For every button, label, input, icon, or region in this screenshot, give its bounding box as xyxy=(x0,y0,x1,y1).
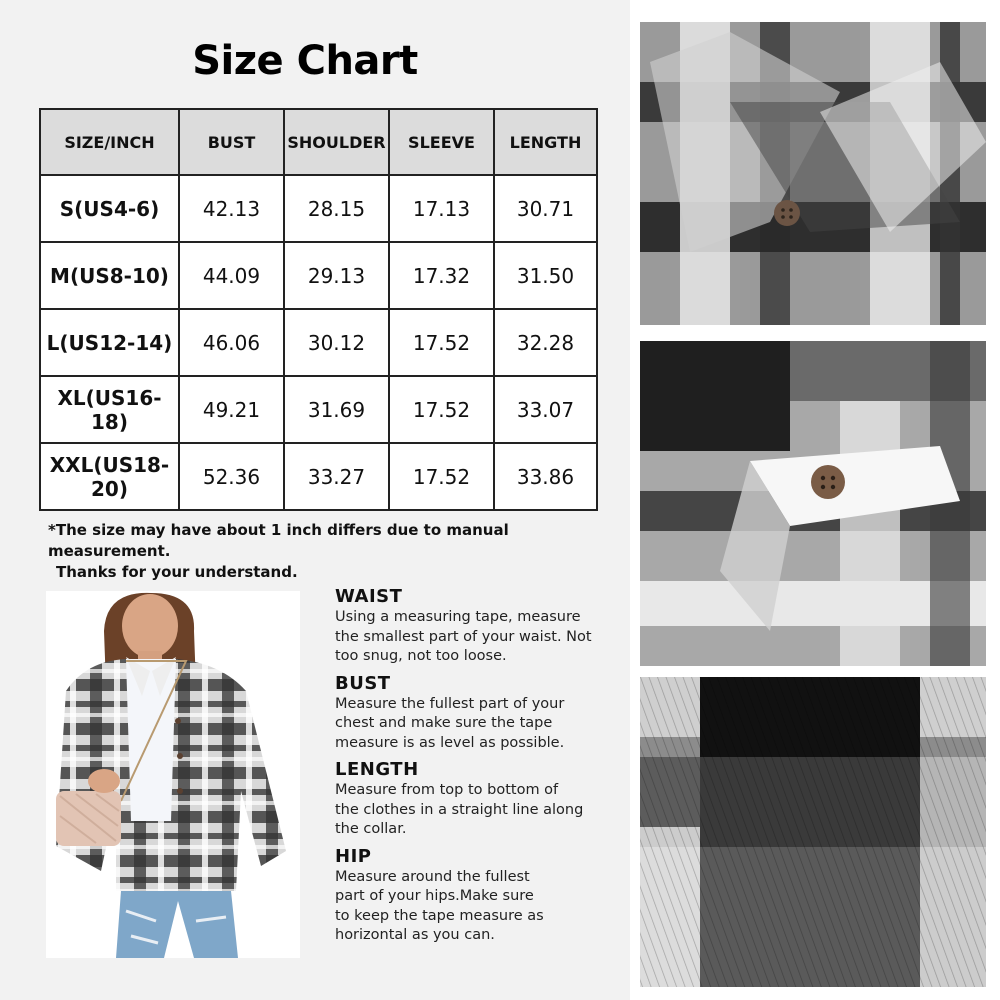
hip-line: horizontal as you can. xyxy=(335,927,495,943)
waist-title: WAIST xyxy=(335,586,403,607)
length-cell: 33.07 xyxy=(494,376,597,443)
bust-line: Measure the fullest part of your xyxy=(335,695,565,712)
hip-line: to keep the tape measure as xyxy=(335,907,544,924)
note-line-1: *The size may have about 1 inch differs due to manual measurement. xyxy=(48,521,509,560)
bust-line: measure is as level as possible. xyxy=(335,734,565,751)
length-line: the collar. xyxy=(335,821,407,837)
length-cell: 32.28 xyxy=(494,309,597,376)
length-cell: 30.71 xyxy=(494,175,597,242)
header-size: SIZE/INCH xyxy=(40,109,179,175)
bust-cell: 42.13 xyxy=(179,175,284,242)
size-cell: XXL(US18-20) xyxy=(40,443,179,510)
hip-title: HIP xyxy=(335,845,372,867)
table-row xyxy=(40,443,597,510)
measurement-guide xyxy=(335,586,625,952)
length-line: the clothes in a straight line along xyxy=(335,801,584,818)
waist-line: too snug, not too loose. xyxy=(335,648,507,664)
header-shoulder: SHOULDER xyxy=(284,109,389,175)
sleeve-cell: 17.52 xyxy=(389,443,494,510)
bust-cell: 44.09 xyxy=(179,242,284,309)
waist-line: Using a measuring tape, measure xyxy=(335,609,581,625)
shoulder-cell: 31.69 xyxy=(284,376,389,443)
length-guide xyxy=(335,759,625,840)
length-cell: 33.86 xyxy=(494,443,597,510)
bust-title: BUST xyxy=(335,672,391,694)
sleeve-cell: 17.32 xyxy=(389,242,494,309)
cuff-closeup-photo xyxy=(640,341,986,666)
header-length: LENGTH xyxy=(494,109,597,175)
header-bust: BUST xyxy=(179,109,284,175)
sleeve-cell: 17.52 xyxy=(389,376,494,443)
table-row xyxy=(40,376,597,443)
hip-line: Measure around the fullest xyxy=(335,868,530,885)
waist-line: the smallest part of your waist. Not xyxy=(335,628,592,645)
table-row xyxy=(40,175,597,242)
page-title: Size Chart xyxy=(192,38,418,84)
measurement-note xyxy=(48,520,618,583)
table-header-row xyxy=(40,109,597,175)
button-icon xyxy=(811,465,845,499)
bust-guide xyxy=(335,673,625,754)
shoulder-cell: 33.27 xyxy=(284,443,389,510)
table-row xyxy=(40,309,597,376)
size-cell: XL(US16-18) xyxy=(40,376,179,443)
size-cell: L(US12-14) xyxy=(40,309,179,376)
note-line-2: Thanks for your understand. xyxy=(56,563,298,581)
hip-guide xyxy=(335,846,625,946)
bust-cell: 52.36 xyxy=(179,443,284,510)
shoulder-cell: 30.12 xyxy=(284,309,389,376)
waist-guide xyxy=(335,586,625,667)
header-sleeve: SLEEVE xyxy=(389,109,494,175)
size-table xyxy=(39,108,598,511)
model-photo xyxy=(46,591,300,958)
length-title: LENGTH xyxy=(335,759,419,780)
shoulder-cell: 29.13 xyxy=(284,242,389,309)
button-icon xyxy=(774,200,800,226)
shoulder-cell: 28.15 xyxy=(284,175,389,242)
collar-closeup-photo xyxy=(640,22,986,325)
sleeve-cell: 17.52 xyxy=(389,309,494,376)
table-row xyxy=(40,242,597,309)
size-cell: S(US4-6) xyxy=(40,175,179,242)
fabric-closeup-photo xyxy=(640,677,986,987)
sleeve-cell: 17.13 xyxy=(389,175,494,242)
bust-line: chest and make sure the tape xyxy=(335,715,553,731)
length-line: Measure from top to bottom of xyxy=(335,782,559,798)
size-cell: M(US8-10) xyxy=(40,242,179,309)
hip-line: part of your hips.Make sure xyxy=(335,888,534,904)
bust-cell: 49.21 xyxy=(179,376,284,443)
length-cell: 31.50 xyxy=(494,242,597,309)
bust-cell: 46.06 xyxy=(179,309,284,376)
